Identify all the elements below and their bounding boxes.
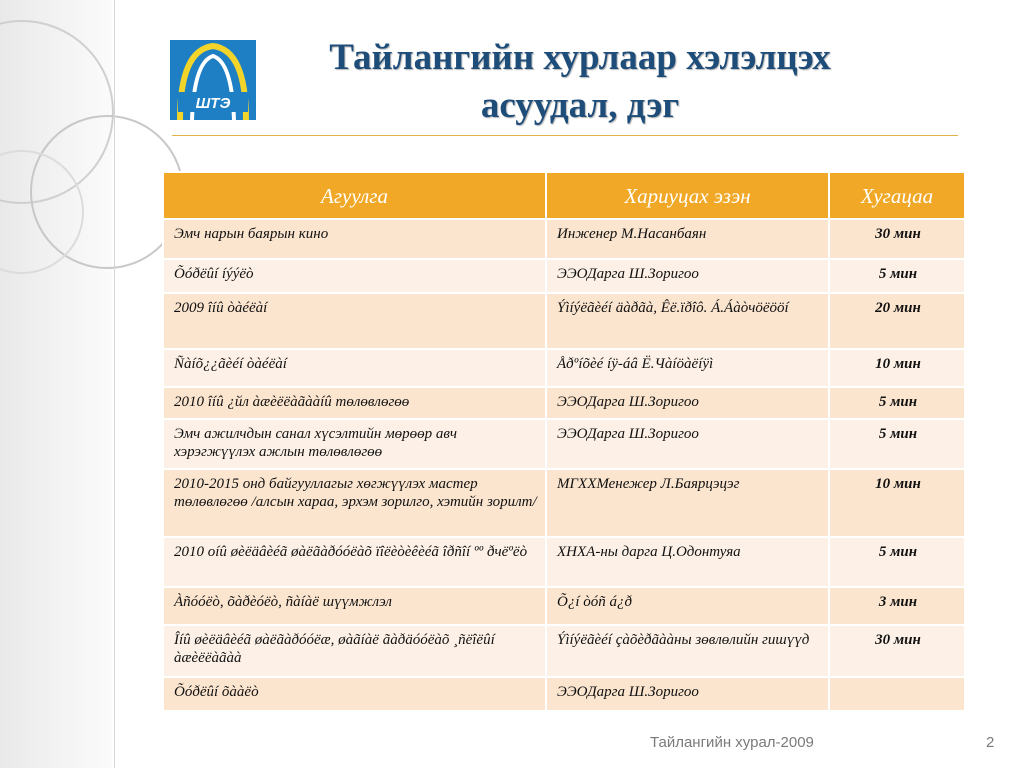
title-line-1: Тайлангийн хурлаар хэлэлцэх — [329, 37, 831, 78]
topic-cell: Õóðëûí íýýëò — [163, 259, 546, 293]
title-underline — [172, 135, 958, 136]
owner-cell: ЭЭОДарга Ш.Зоригоо — [546, 677, 829, 711]
duration-cell: 5 мин — [829, 259, 965, 293]
duration-cell: 5 мин — [829, 387, 965, 419]
duration-cell: 10 мин — [829, 469, 965, 537]
owner-cell: ЭЭОДарга Ш.Зоригоо — [546, 259, 829, 293]
table-row — [163, 537, 965, 587]
header-topic: Агуулга — [163, 172, 546, 219]
owner-cell: Õ¿í òóñ á¿ð — [546, 587, 829, 625]
topic-cell: 2010 оíû øèëäâèéã øàëãàðóóëàõ ïîëèòèêèéã îðñîí ºº ðчёºëò — [163, 537, 546, 587]
topic-cell: Îíû øèëäâèéã øàëãàðóóëæ, øàãíàë ãàðäóóëàõ ¸ñëîëûí àæèëëàãàà — [163, 625, 546, 677]
table-row — [163, 259, 965, 293]
header-duration: Хугацаа — [829, 172, 965, 219]
organization-logo — [170, 40, 256, 120]
table-row — [163, 625, 965, 677]
slide-title — [270, 34, 890, 130]
duration-cell: 5 мин — [829, 419, 965, 469]
owner-cell: Ýìíýëãèéí çàõèðãààны зөвлөлийн гишүүд — [546, 625, 829, 677]
duration-cell: 10 мин — [829, 349, 965, 387]
owner-cell: МГХХМенежер Л.Баярцэцэг — [546, 469, 829, 537]
topic-cell: Эмч ажилчдын санал хүсэлтийн мөрөөр авч хэрэгжүүлэх ажлын төлөвлөгөө — [163, 419, 546, 469]
duration-cell: 3 мин — [829, 587, 965, 625]
duration-cell: 5 мин — [829, 537, 965, 587]
side-divider-line — [114, 0, 115, 768]
owner-cell: Åðºíõèé íÿ-áâ Ё.Чàíöàëíÿì — [546, 349, 829, 387]
duration-cell: 30 мин — [829, 625, 965, 677]
duration-cell: 30 мин — [829, 219, 965, 259]
table-row — [163, 387, 965, 419]
table-row — [163, 677, 965, 711]
table-row — [163, 293, 965, 349]
footer-text: Тайлангийн хурал-2009 — [650, 734, 814, 751]
owner-cell: ХНХА-ны дарга Ц.Одонтуяа — [546, 537, 829, 587]
duration-cell: 20 мин — [829, 293, 965, 349]
owner-cell: ЭЭОДарга Ш.Зоригоо — [546, 387, 829, 419]
topic-cell: Эмч нарын баярын кино — [163, 219, 546, 259]
table-header-row — [163, 172, 965, 219]
topic-cell: 2009 îíû òàéëàí — [163, 293, 546, 349]
owner-cell: ЭЭОДарга Ш.Зоригоо — [546, 419, 829, 469]
topic-cell: 2010 îíû ¿йл àæèëëàãààíû төлөвлөгөө — [163, 387, 546, 419]
page-number: 2 — [986, 734, 995, 751]
table-row — [163, 469, 965, 537]
topic-cell: Àñóóëò, õàðèóëò, ñàíàë шүүмжлэл — [163, 587, 546, 625]
title-line-2: асуудал, дэг — [480, 85, 680, 126]
table-row — [163, 587, 965, 625]
topic-cell: Õóðëûí õààëò — [163, 677, 546, 711]
header-owner: Хариуцах эзэн — [546, 172, 829, 219]
owner-cell: Инженер М.Насанбаян — [546, 219, 829, 259]
topic-cell: 2010-2015 онд байгууллагыг хөгжүүлэх мастер төлөвлөгөө /алсын хараа, эрхэм зорилго, хэтийн зорилт/ — [163, 469, 546, 537]
agenda-table — [162, 171, 966, 712]
table-row — [163, 219, 965, 259]
logo-text: ШТЭ — [195, 95, 231, 112]
owner-cell: Ýìíýëãèéí äàðãà, Êë.ïðîô. Á.Áàòчöëööí — [546, 293, 829, 349]
table-row — [163, 419, 965, 469]
table-row — [163, 349, 965, 387]
topic-cell: Ñàíõ¿¿ãèéí òàéëàí — [163, 349, 546, 387]
duration-cell — [829, 677, 965, 711]
